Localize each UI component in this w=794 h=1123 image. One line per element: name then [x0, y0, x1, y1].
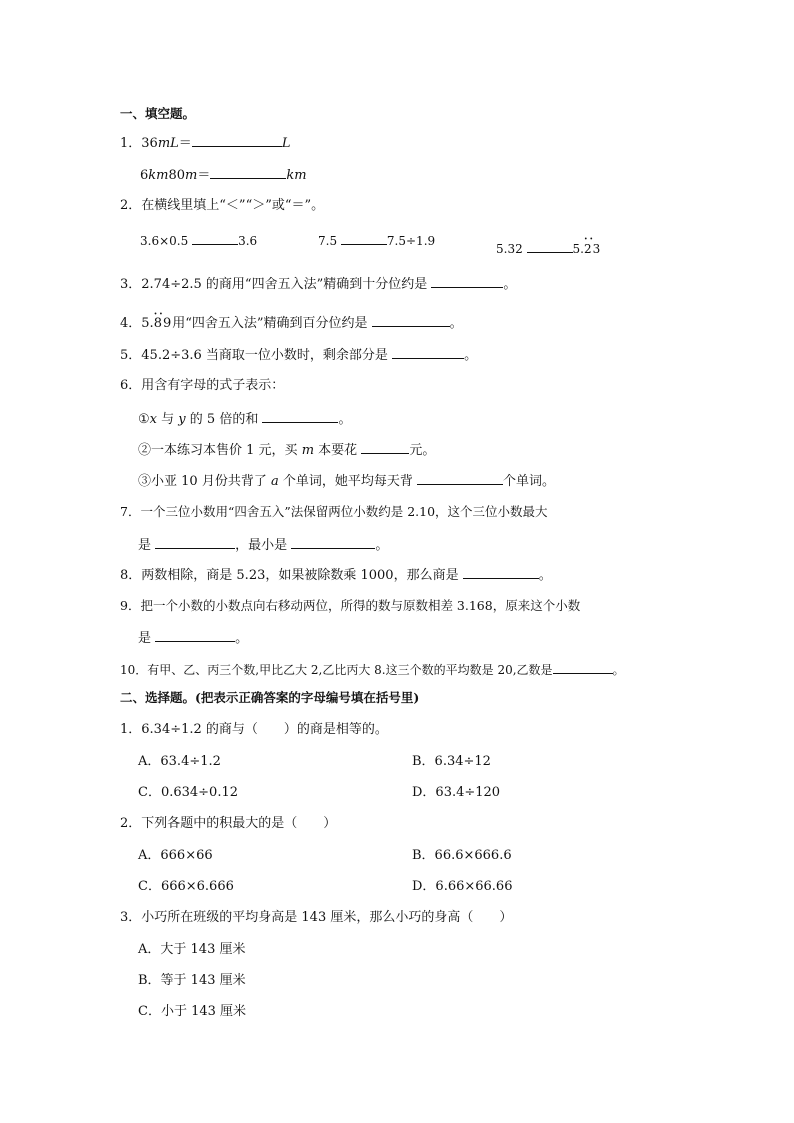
answer-blank[interactable] — [155, 629, 235, 642]
repeating-decimal: • • 23 — [584, 241, 601, 257]
option-b[interactable]: B．6.34÷12 — [412, 754, 491, 769]
option-c[interactable]: C．小于 143 厘米 — [138, 1004, 247, 1019]
answer-blank[interactable] — [291, 536, 375, 549]
choice-question-2: 2．下列各题中的积最大的是（ ） — [120, 816, 337, 831]
section-heading: 二、选择题。(把表示正确答案的字母编号填在括号里) — [120, 690, 420, 705]
question-number: 5． — [120, 348, 142, 363]
question-3: 3．2.74÷2.5 的商用“四舍五入法”精确到十分位约是 。 — [120, 277, 517, 292]
question-number: 3． — [120, 910, 142, 925]
question-number: 1． — [120, 722, 142, 737]
compare-item-2: 7.5 7.5÷1.9 — [318, 234, 436, 248]
question-1-part-2: 6km80m＝ km — [140, 168, 307, 183]
option-b[interactable]: B．等于 143 厘米 — [138, 973, 246, 988]
answer-blank[interactable] — [210, 166, 286, 179]
question-number: 9． — [120, 598, 141, 613]
question-5: 5．45.2÷3.6 当商取一位小数时，剩余部分是 。 — [120, 348, 478, 363]
question-7: 7．一个三位小数用“四舍五入”法保留两位小数约是 2.10，这个三位小数最大 — [120, 504, 548, 519]
question-number: 8． — [120, 568, 142, 583]
answer-blank[interactable] — [361, 441, 409, 454]
option-d[interactable]: D．6.66×66.66 — [412, 879, 513, 894]
answer-blank[interactable] — [192, 134, 282, 147]
option-a[interactable]: A．大于 143 厘米 — [138, 942, 246, 957]
question-number: 4． — [120, 316, 142, 331]
compare-item-1: 3.6×0.5 3.6 — [140, 234, 258, 248]
option-c[interactable]: C．0.634÷0.12 — [138, 785, 239, 800]
answer-blank[interactable] — [372, 314, 450, 327]
choice-question-1: 1．6.34÷1.2 的商与（ ）的商是相等的。 — [120, 722, 388, 737]
section-heading: 一、填空题。 — [120, 106, 196, 121]
question-9-line-2: 是 。 — [138, 631, 249, 646]
compare-item-3: 5.32 5.• • 23 — [496, 240, 601, 257]
answer-blank[interactable] — [463, 566, 539, 579]
question-number: 1． — [120, 136, 142, 151]
answer-blank[interactable] — [262, 410, 338, 423]
repeating-decimal: • • 89 — [154, 316, 173, 332]
question-6-sub-2: ②一本练习本售价 1 元，买 m 本要花 元。 — [138, 443, 436, 458]
question-6-sub-3: ③小亚 10 月份共背了 a 个单词，她平均每天背 个单词。 — [138, 474, 556, 489]
answer-blank[interactable] — [553, 661, 613, 674]
answer-blank[interactable] — [431, 275, 503, 288]
answer-blank[interactable] — [417, 472, 503, 485]
option-c[interactable]: C．666×6.666 — [138, 879, 234, 894]
question-1: 1．36mL＝ L — [120, 136, 291, 151]
question-7-line-2: 是 ，最小是 。 — [138, 538, 389, 553]
question-2: 2．在横线里填上“＜”“＞”或“＝”。 — [120, 198, 325, 213]
choice-question-3: 3．小巧所在班级的平均身高是 143 厘米，那么小巧的身高（ ） — [120, 910, 513, 925]
question-10: 10．有甲、乙、丙三个数,甲比乙大 2,乙比丙大 8.这三个数的平均数是 20,乙数是 。 — [120, 663, 625, 677]
question-6: 6．用含有字母的式子表示： — [120, 378, 285, 393]
question-number: 3． — [120, 277, 142, 292]
question-number: 6． — [120, 378, 142, 393]
answer-blank[interactable] — [392, 346, 464, 359]
option-d[interactable]: D．63.4÷120 — [412, 785, 501, 800]
answer-blank[interactable] — [341, 232, 387, 245]
question-number: 2． — [120, 198, 142, 213]
question-6-sub-1: ①x 与 y 的 5 倍的和 。 — [138, 412, 352, 427]
question-number: 7． — [120, 504, 141, 519]
option-b[interactable]: B．66.6×666.6 — [412, 848, 512, 863]
question-4: 4．5.• • 89用“四舍五入法”精确到百分位约是 。 — [120, 314, 463, 332]
question-number: 2． — [120, 816, 142, 831]
option-a[interactable]: A．63.4÷1.2 — [138, 754, 221, 769]
question-9: 9．把一个小数的小数点向右移动两位，所得的数与原数相差 3.168，原来这个小数 — [120, 598, 581, 613]
question-number: 10． — [120, 663, 148, 677]
answer-blank[interactable] — [527, 240, 573, 253]
question-8: 8．两数相除，商是 5.23，如果被除数乘 1000，那么商是 。 — [120, 568, 552, 583]
option-a[interactable]: A．666×66 — [138, 848, 213, 863]
answer-blank[interactable] — [192, 232, 238, 245]
answer-blank[interactable] — [155, 536, 235, 549]
